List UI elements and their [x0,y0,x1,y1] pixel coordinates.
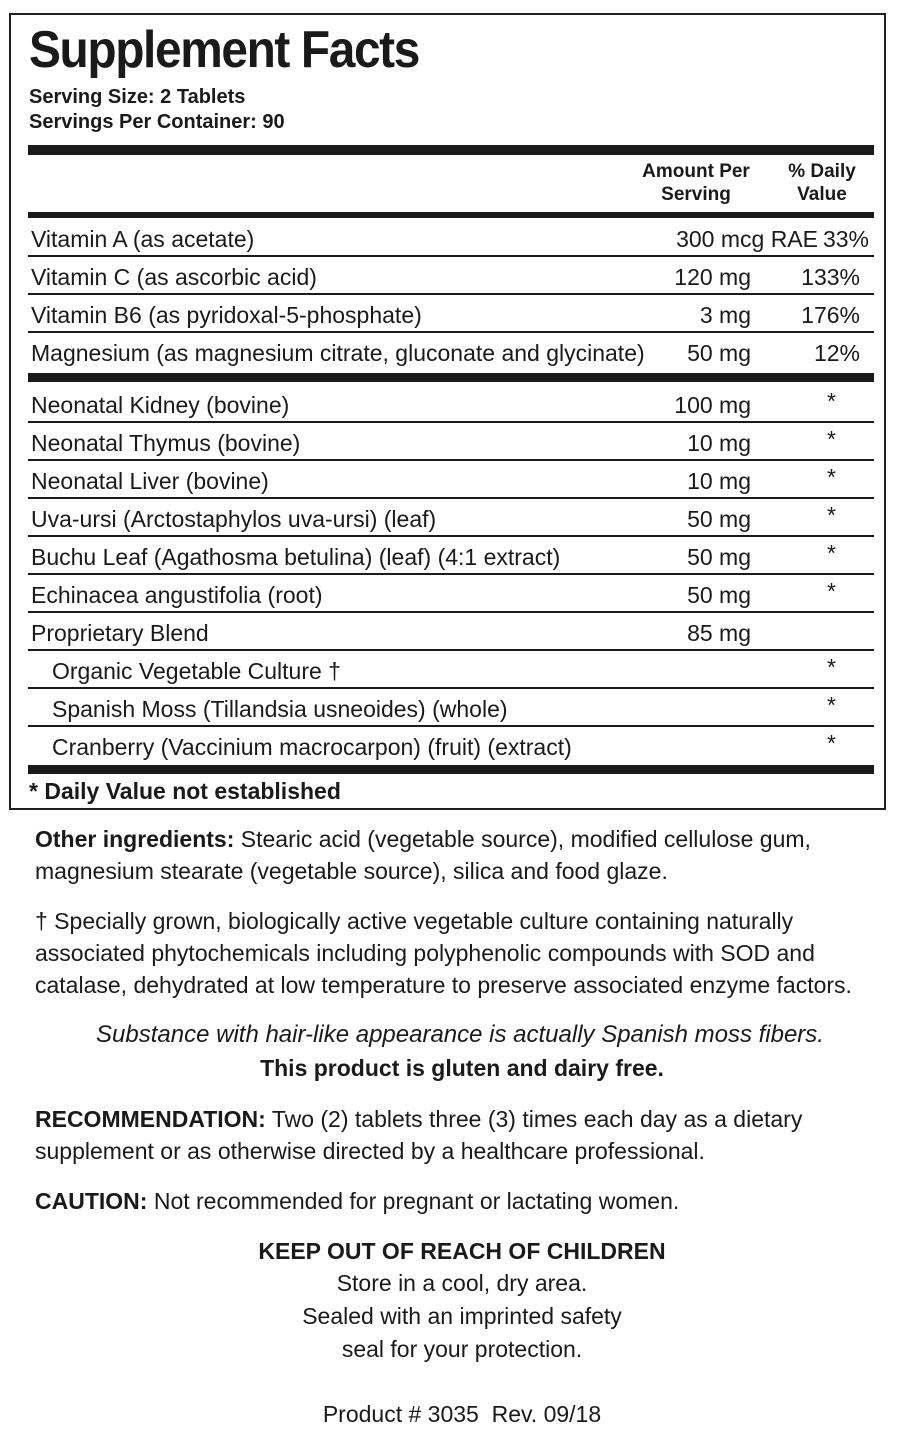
ingredient-name: Organic Vegetable Culture † [52,658,341,684]
table-row [28,461,874,499]
moss-note: Substance with hair-like appearance is actually Spanish moss fibers. [96,1021,824,1048]
table-row [28,727,874,765]
supplement-facts-panel [9,13,886,810]
ingredient-name: Neonatal Liver (bovine) [31,468,269,494]
ingredient-amount: 10 mg [687,468,751,494]
nutrient-amount: 3 mg [699,302,751,328]
table-row [28,499,874,537]
nutrient-name: Vitamin C (as ascorbic acid) [31,264,317,290]
thick-divider-top [28,145,874,155]
ingredient-name: Cranberry (Vaccinium macrocarpon) (fruit) (extract) [52,734,572,760]
nutrient-amount: 300 mcg RAE [676,226,818,252]
other-ingredients [35,823,875,887]
storage-line-3: seal for your protection. [341,1336,583,1362]
ingredient-name: Neonatal Thymus (bovine) [31,430,301,456]
product-number: Product # 3035 Rev. 09/18 [322,1401,602,1427]
caution [35,1185,875,1217]
ingredient-name: Uva-ursi (Arctostaphylos uva-ursi) (leaf) [31,506,437,532]
nutrient-daily-value: 12% [813,340,860,366]
ingredient-amount: 50 mg [687,582,751,608]
ingredient-daily-value: * [827,388,836,414]
thick-divider-bottom [28,765,874,774]
recommendation-text: Two (2) tablets three (3) times each day as a dietary supplement or as otherwise directed by a healthcare professional. [35,1106,803,1164]
other-ingredients-label: Other ingredients: [35,826,235,852]
ingredient-daily-value: * [827,654,836,680]
ingredient-name: Spanish Moss (Tillandsia usneoides) (whole) [52,696,508,722]
keep-out-of-reach-warning: KEEP OUT OF REACH OF CHILDREN [258,1238,666,1264]
panel-title: Supplement Facts [29,21,419,79]
servings-per-container: Servings Per Container: 90 [29,111,285,133]
ingredient-daily-value: * [827,502,836,528]
ingredient-name: Neonatal Kidney (bovine) [31,392,290,418]
ingredient-name: Echinacea angustifolia (root) [31,582,323,608]
serving-size: Serving Size: 2 Tablets [29,86,246,108]
nutrient-daily-value: 176% [801,302,860,328]
nutrient-daily-value: 33% [822,226,869,252]
ingredient-amount: 10 mg [687,430,751,456]
nutrient-name: Vitamin A (as acetate) [31,226,255,252]
storage-line-2: Sealed with an imprinted safety [302,1303,622,1329]
ingredient-name: Buchu Leaf (Agathosma betulina) (leaf) (4:1 extract) [31,544,561,570]
table-row [28,219,874,257]
thick-divider-header [28,212,874,218]
table-row [28,423,874,461]
table-row [28,385,874,423]
nutrient-amount: 50 mg [687,340,751,366]
ingredient-daily-value: * [827,426,836,452]
table-row [28,689,874,727]
recommendation-label: RECOMMENDATION: [35,1106,266,1132]
daily-value-header: % Daily Value [788,161,856,205]
table-row [28,257,874,295]
storage-line-1: Store in a cool, dry area. [336,1270,588,1296]
recommendation [35,1103,875,1167]
ingredient-amount: 100 mg [674,392,751,418]
table-row [28,333,874,371]
ingredient-daily-value: * [827,540,836,566]
ingredient-daily-value: * [827,692,836,718]
nutrient-name: Magnesium (as magnesium citrate, gluconate and glycinate) [31,340,645,366]
nutrient-amount: 120 mg [674,264,751,290]
caution-text: Not recommended for pregnant or lactating women. [147,1188,680,1214]
ingredient-daily-value: * [827,464,836,490]
caution-label: CAUTION: [35,1188,148,1214]
thick-divider-middle [28,373,874,382]
nutrient-daily-value: 133% [801,264,860,290]
table-row [28,651,874,689]
table-row [28,537,874,575]
ingredient-amount: 50 mg [687,506,751,532]
ingredient-name: Proprietary Blend [31,620,209,646]
ingredient-daily-value: * [827,578,836,604]
dagger-note: † Specially grown, biologically active vegetable culture containing naturally associated phytochemicals including polyphenolic compounds with SOD and catalase, dehydrated at low temperature to preserve associated enzyme factors. [35,908,852,998]
table-row [28,575,874,613]
other-ingredients-text: Stearic acid (vegetable source), modified cellulose gum, magnesium stearate (vegetable source), silica and food glaze. [35,826,811,884]
amount-per-serving-header: Amount Per Serving [642,161,750,205]
ingredient-daily-value: * [827,730,836,756]
table-row [28,295,874,333]
ingredient-amount: 50 mg [687,544,751,570]
gluten-note: This product is gluten and dairy free. [260,1055,664,1081]
table-row [28,613,874,651]
daily-value-footnote: * Daily Value not established [29,778,341,804]
nutrient-name: Vitamin B6 (as pyridoxal-5-phosphate) [31,302,422,328]
ingredient-amount: 85 mg [687,620,751,646]
